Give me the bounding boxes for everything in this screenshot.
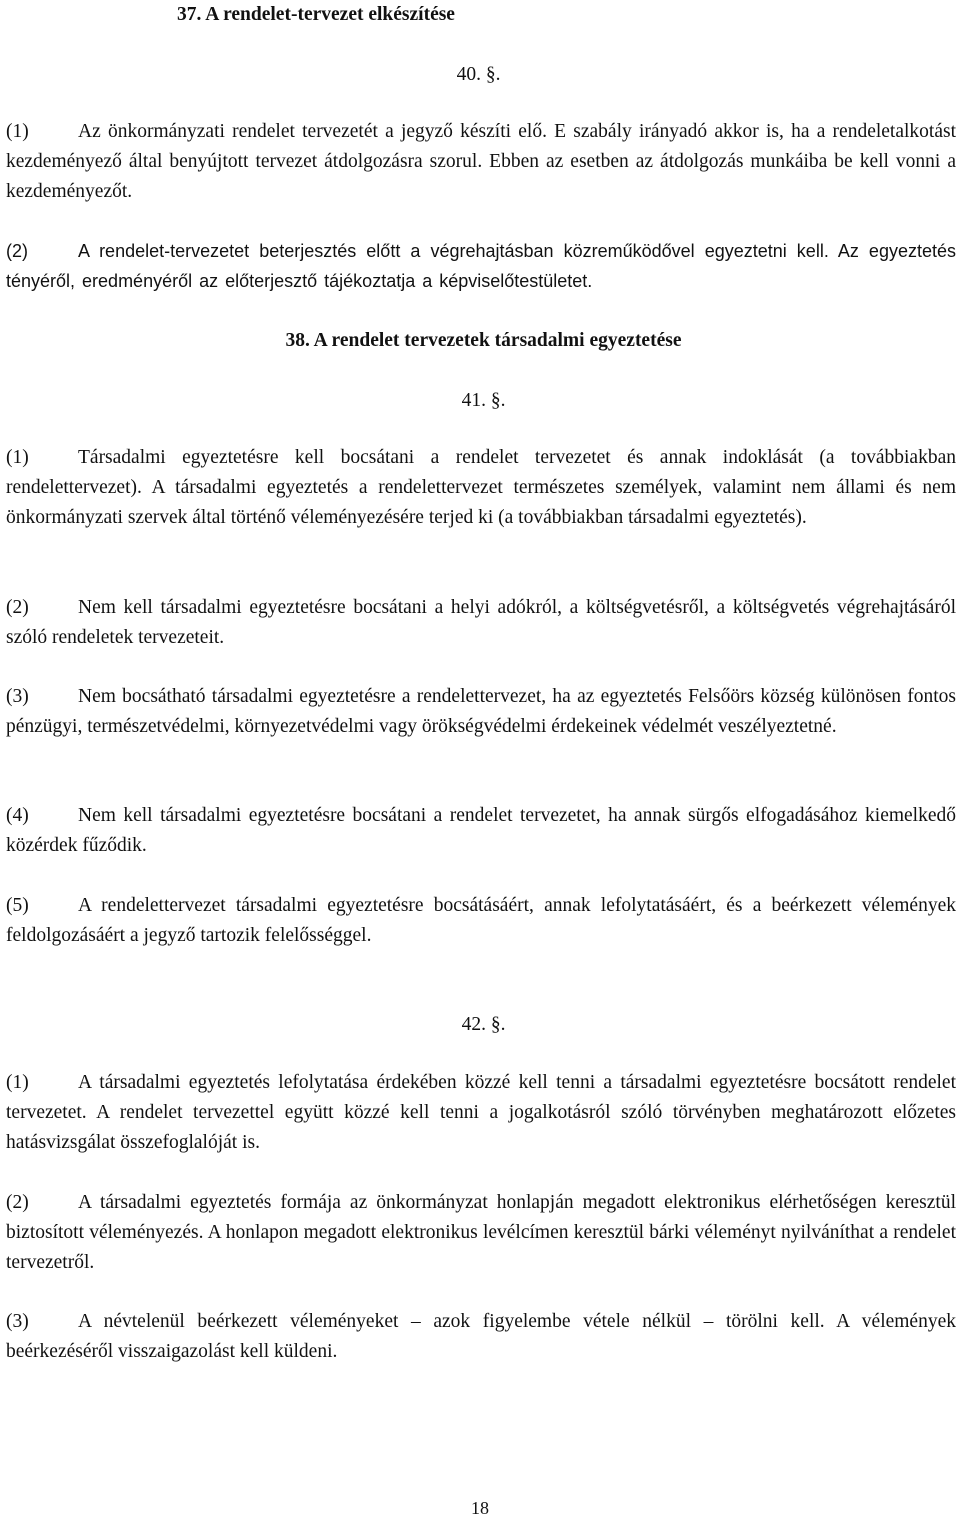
paragraph-number: (1) — [6, 1072, 29, 1093]
paragraph-text: A rendelet-tervezetet beterjesztés előtt a végrehajtásban közreműködővel egyeztetni kell. Az egyeztetés tényéről, eredményéről az előterjesztő tájékoztatja a képviselőtestületet. — [6, 241, 956, 291]
paragraph-text: Nem kell társadalmi egyeztetésre bocsátani a rendelet tervezetet, ha annak sürgős elfogadásához kiemelkedő közérdek fűződik. — [6, 805, 956, 856]
paragraph-number: (4) — [6, 805, 29, 826]
article-42-paragraph-1 — [6, 1068, 956, 1158]
article-41-number: 41. §. — [461, 390, 506, 411]
paragraph-text: Nem kell társadalmi egyeztetésre bocsátani a helyi adókról, a költségvetésről, a költségvetés végrehajtásáról szóló rendeletek tervezeteit. — [6, 597, 956, 648]
article-41-paragraph-2 — [6, 593, 956, 653]
paragraph-number: (2) — [6, 1192, 29, 1213]
paragraph-text: A rendelettervezet társadalmi egyeztetésre bocsátásáért, annak lefolytatásáért, és a beérkezett vélemények feldolgozásáért a jegyző tartozik felelősséggel. — [6, 895, 956, 946]
article-40-paragraph-2 — [6, 236, 956, 296]
paragraph-text: Társadalmi egyeztetésre kell bocsátani a rendelet tervezetet és annak indoklását (a továbbiakban rendelettervezet). A társadalmi egyeztetés a rendelettervezet természetes személyek, valamint nem állami és nem önkormányzati szervek által történő véleményezésére terjed ki (a továbbiakban társadalmi egyeztetés). — [6, 447, 956, 528]
page-number: 18 — [471, 1498, 489, 1518]
paragraph-text: A társadalmi egyeztetés formája az önkormányzat honlapján megadott elektronikus elérhetőségen keresztül biztosított véleményezés. A honlapon megadott elektronikus levélcímen keresztül bárki véleményt nyilváníthat a rendelet tervezetről. — [6, 1192, 956, 1273]
paragraph-number: (1) — [6, 447, 29, 468]
article-41-paragraph-5 — [6, 891, 956, 951]
paragraph-number: (3) — [6, 686, 29, 707]
article-40-paragraph-1 — [6, 117, 956, 207]
article-41-paragraph-4 — [6, 801, 956, 861]
paragraph-number: (5) — [6, 895, 29, 916]
paragraph-text: Az önkormányzati rendelet tervezetét a jegyző készíti elő. E szabály irányadó akkor is, ha a rendeletalkotást kezdeményező által benyújtott tervezet átdolgozásra szorul. Ebben az esetben az átdolgozás munkáiba be kell vonni a kezdeményezőt. — [6, 121, 956, 202]
section-37-title: 37. A rendelet-tervezet elkészítése — [177, 4, 455, 25]
paragraph-number: (2) — [6, 241, 28, 261]
article-42-number: 42. §. — [461, 1014, 506, 1035]
paragraph-text: A névtelenül beérkezett véleményeket – azok figyelembe vétele nélkül – törölni kell. A vélemények beérkezéséről visszaigazolást kell küldeni. — [6, 1311, 956, 1362]
paragraph-number: (1) — [6, 121, 29, 142]
section-38-title: 38. A rendelet tervezetek társadalmi egyeztetése — [285, 330, 682, 351]
article-41-paragraph-1 — [6, 443, 956, 533]
paragraph-number: (3) — [6, 1311, 29, 1332]
article-40-number: 40. §. — [456, 64, 501, 85]
paragraph-text: Nem bocsátható társadalmi egyeztetésre a rendelettervezet, ha az egyeztetés Felsőörs község különösen fontos pénzügyi, természetvédelmi, környezetvédelmi vagy örökségvédelmi érdekeinek védelmét veszélyeztetné. — [6, 686, 956, 737]
paragraph-text: A társadalmi egyeztetés lefolytatása érdekében közzé kell tenni a társadalmi egyeztetésre bocsátott rendelet tervezetet. A rendelet tervezettel együtt közzé kell tenni a jogalkotásról szóló törvényben meghatározott előzetes hatásvizsgálat összefoglalóját is. — [6, 1072, 956, 1153]
article-42-paragraph-3 — [6, 1307, 956, 1367]
article-42-paragraph-2 — [6, 1188, 956, 1278]
paragraph-number: (2) — [6, 597, 29, 618]
article-41-paragraph-3 — [6, 682, 956, 742]
